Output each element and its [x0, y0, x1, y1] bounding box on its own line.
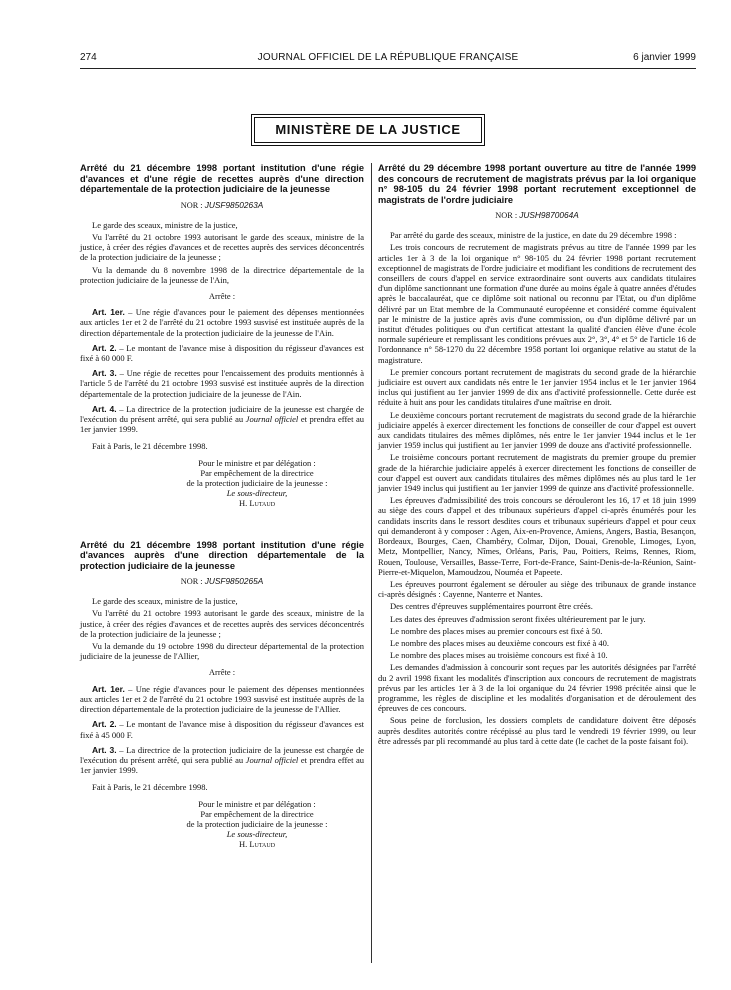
signature-line: de la protection judiciaire de la jeunesse : — [186, 477, 328, 488]
article-text: – Le montant de l'avance mise à disposition du régisseur d'avances est fixé à 60 000 F. — [80, 342, 364, 363]
nor-label: NOR : — [180, 577, 203, 587]
article-text: – Une régie d'avances pour le paiement des dépenses mentionnées aux articles 1er et 2 de l'arrêté du 21 octobre 1993 susvisé est instituée auprès de la direction départementale de la protection judiciaire de la jeunesse de l'Allier. — [80, 683, 365, 715]
header-rule — [80, 68, 696, 69]
signature-block — [150, 799, 364, 849]
visa: Vu la demande du 19 octobre 1998 du directeur départemental de la protection judiciaire de la jeunesse de l'Allier, — [80, 641, 364, 662]
signature-line: de la protection judiciaire de la jeunesse : — [186, 818, 328, 829]
paragraph: Le nombre des places mises au premier concours est fixé à 50. — [390, 625, 603, 636]
signature-line: Pour le ministre et par délégation : — [198, 457, 316, 468]
right-column — [378, 163, 696, 748]
decree-title: Arrêté du 21 décembre 1998 portant institution d'une régie d'avances et d'une régie de recettes auprès d'une direction départementale de la protection judiciaire de la jeunesse — [80, 163, 364, 194]
paragraph: Le deuxième concours portant recrutement de magistrats du second grade de la hiérarchie judiciaire appelés à exercer directement les fonctions de conseiller de cour d'appel est ouvert aux candidats titulaires des mêmes diplômes, nés entre le 1er janvier 1944 inclus et le 1er janvier 1959 inclus qui justifient au 1er janvier 1999 de douze ans d'activité professionnelle. — [378, 409, 696, 451]
nor-code: JUSH9870064A — [519, 210, 579, 220]
nor-line — [80, 200, 364, 211]
nor-code: JUSF9850263A — [204, 199, 264, 210]
paragraph: Sous peine de forclusion, les dossiers complets de candidature doivent être déposés auprès desdites autorités contre récépissé au plus tard le vendredi 19 février 1999, ou leur être adressés par pli recommandé au plus tard à cette date (le cachet de la poste faisant foi). — [378, 715, 696, 746]
nor-line — [80, 576, 364, 587]
signature-line: Pour le ministre et par délégation : — [198, 798, 316, 809]
decree-separator — [80, 508, 364, 540]
journal-name: Journal officiel — [245, 754, 299, 765]
signing-place-date: Fait à Paris, le 21 décembre 1998. — [92, 441, 208, 452]
issue-date: 6 janvier 1999 — [633, 52, 696, 63]
journal-name: Journal officiel — [245, 413, 299, 424]
decree-title: Arrêté du 21 décembre 1998 portant institution d'une régie d'avances auprès d'une direction départementale de la protection judiciaire de la jeunesse — [80, 539, 364, 571]
article-2 — [80, 719, 364, 739]
paragraph: Les trois concours de recrutement de magistrats prévus au titre de l'année 1999 par les articles 1er à 3 de la loi organique n° 98-105 du 24 février 1998 portant recrutement exceptionnel de magistrats de l'ordre judiciaire et modifiant les conditions de recrutement des conseillers de cours d'appel en service extraordinaire sont ouverts aux candidats titulaires d'un diplôme sanctionnant une formation d'une durée au moins égale à quatre années d'études après le baccalauréat, que ce diplôme soit national ou reconnu par l'Etat, ou d'un diplôme délivré par un Etat membre de la Communauté européenne et considéré comme équivalent par le ministre de la justice après avis d'une commission, ou d'un diplôme délivré par un institut d'études politiques ou d'un certificat attestant la qualité d'ancien élève d'une école normale supérieure et remplissant les conditions prévues aux 2°, 3°, 4° et 5° de l'article 16 de l'ordonnance n° 58-1270 du 22 décembre 1958 portant loi organique relative au statut de la magistrature. — [378, 242, 696, 365]
signature-line: Le sous-directeur, — [226, 828, 288, 839]
article-label: Art. 3. — [92, 368, 117, 379]
ministry-heading: MINISTÈRE DE LA JUSTICE — [254, 117, 482, 143]
article-3 — [80, 745, 364, 776]
signatory-name: H. Lutaud — [238, 497, 276, 508]
paragraph: Le nombre des places mises au deuxième concours est fixé à 40. — [390, 637, 610, 648]
nor-code: JUSF9850265A — [204, 576, 264, 587]
paragraph: Le troisième concours portant recrutement de magistrats du premier groupe du premier grade de la hiérarchie judiciaire appelés à exercer directement les fonctions de conseiller de cour d'appel est ouvert aux candidats titulaires des mêmes diplômes nés au plus tard le 1er janvier 1949 inclus qui justifient au 1er janvier 1999 de quinze ans d'activité professionnelle. — [378, 452, 696, 494]
signature-line: Le sous-directeur, — [226, 487, 288, 498]
article-text: et prendra effet au 1er janvier 1999. — [80, 413, 365, 435]
article-text: – La directrice de la protection judiciaire de la jeunesse est chargée de l'exécution du présent arrêté, qui sera publié au — [80, 744, 365, 765]
visa: Vu l'arrêté du 21 octobre 1993 autorisant le garde des sceaux, ministre de la justice, à créer des régies d'avances et de recettes auprès des services déconcentrés de la protection judiciaire de la jeunesse ; — [80, 608, 364, 639]
journal-title: JOURNAL OFFICIEL DE LA RÉPUBLIQUE FRANÇAISE — [257, 52, 519, 63]
article-4 — [80, 404, 364, 435]
article-label: Art. 1er. — [92, 307, 125, 318]
paragraph: Les dates des épreuves d'admission seront fixées ultérieurement par le jury. — [390, 613, 646, 624]
article-2 — [80, 343, 364, 363]
paragraph: Des centres d'épreuves supplémentaires pourront être créés. — [390, 601, 593, 612]
paragraph: Par arrêté du garde des sceaux, ministre de la justice, en date du 29 décembre 1998 : — [390, 230, 677, 241]
nor-label: NOR : — [180, 200, 203, 210]
paragraph: Les épreuves pourront également se dérouler au siège des tribunaux de grande instance ci-après désignés : Cayenne, Nanterre et Nantes. — [378, 578, 696, 600]
article-label: Art. 2. — [92, 342, 117, 353]
paragraph: Le nombre des places mises au troisième concours est fixé à 10. — [390, 650, 608, 661]
signature-line: Par empêchement de la directrice — [200, 467, 314, 478]
article-label: Art. 1er. — [92, 683, 125, 694]
paragraph: Les épreuves d'admissibilité des trois concours se dérouleront les 16, 17 et 18 juin 1999 au siège des cours d'appel et des tribunaux supérieurs d'appel ci-après énumérés pour les candidats inscrits dans le ressort desdites cours et tribunaux supérieurs d'appel et pour ceux qui demanderont à y composer : Agen, Aix-en-Provence, Amiens, Angers, Bastia, Besançon, Bordeaux, Bourges, Caen, Chambéry, Colmar, Dijon, Douai, Grenoble, Limoges, Lyon, Metz, Montpellier, Nancy, Nîmes, Orléans, Paris, Pau, Poitiers, Reims, Rennes, Riom, Rouen, Toulouse, Versailles, Basse-Terre, Fort-de-France, Saint-Denis-de-la-Réunion, Saint-Pierre-et-Miquelon, Mamoudzou, Nouméa et Papeete. — [378, 495, 696, 577]
article-text: – Une régie d'avances pour le paiement des dépenses mentionnées aux articles 1er et 2 de l'arrêté du 21 octobre 1993 susvisé est instituée auprès de la direction départementale de la protection judiciaire de la jeunesse de l'Ain. — [80, 307, 365, 338]
article-text: – La directrice de la protection judiciaire de la jeunesse est chargée de l'exécution du présent arrêté, qui sera publié au — [80, 403, 365, 424]
left-column — [80, 163, 364, 849]
article-text: et prendra effet au 1er janvier 1999. — [80, 754, 365, 776]
article-1 — [80, 684, 364, 715]
signature-block — [150, 458, 364, 508]
preamble: Le garde des sceaux, ministre de la justice, — [92, 596, 238, 607]
decree-allier — [80, 540, 364, 849]
arrete-label: Arrête : — [208, 667, 236, 678]
signature-line: Par empêchement de la directrice — [200, 808, 314, 819]
page-number: 274 — [80, 52, 97, 63]
decree-title: Arrêté du 29 décembre 1998 portant ouverture au titre de l'année 1999 des concours de recrutement de magistrats prévus par la loi organique n° 98-105 du 24 février 1998 portant recrutement exceptionnel de magistrats de l'ordre judiciaire — [378, 163, 696, 205]
article-text: – Une régie de recettes pour l'encaissement des produits mentionnés à l'article 5 de l'arrêté du 21 octobre 1993 susvisé est instituée auprès de la direction départementale de la protection judiciaire de la jeunesse de l'Ain. — [80, 368, 364, 399]
arrete-label: Arrête : — [208, 290, 236, 301]
nor-label: NOR : — [495, 211, 518, 220]
article-1 — [80, 307, 364, 338]
page-header — [80, 52, 696, 66]
paragraph: Le premier concours portant recrutement de magistrats du second grade de la hiérarchie judiciaire est ouvert aux candidats nés entre le 1er janvier 1954 inclus et le 1er janvier 1964 inclus qui justifient au 1er janvier 1999 de dix ans d'activité professionnelle. Cette durée est réduite à huit ans pour les candidats titulaires d'une maîtrise en droit. — [378, 366, 696, 408]
preamble: Le garde des sceaux, ministre de la justice, — [92, 219, 238, 230]
signing-place-date: Fait à Paris, le 21 décembre 1998. — [92, 782, 208, 793]
paragraph: Les demandes d'admission à concourir sont reçues par les autorités désignées par l'arrêté du 2 avril 1998 fixant les modalités d'inscription aux concours de recrutement de magistrats prévus par les articles 1er à 3 de la loi organique du 24 février 1998 précitée ainsi que le programme, les règles de discipline et les modalités d'organisation et de déroulement des épreuves de ces concours. — [378, 662, 696, 714]
column-divider — [371, 163, 372, 963]
nor-line — [378, 210, 696, 221]
signatory-name: H. Lutaud — [238, 838, 276, 849]
visa: Vu la demande du 8 novembre 1998 de la directrice départementale de la protection judiciaire de la jeunesse de l'Ain, — [80, 264, 364, 285]
visa: Vu l'arrêté du 21 octobre 1993 autorisant le garde des sceaux, ministre de la justice, à créer des régies d'avances et de recettes auprès des services déconcentrés de la protection judiciaire de la jeunesse ; — [80, 231, 364, 263]
article-3 — [80, 368, 364, 399]
article-text: – Le montant de l'avance mise à disposition du régisseur d'avances est fixé à 45 000 F. — [80, 719, 364, 740]
article-label: Art. 3. — [92, 744, 117, 755]
article-label: Art. 2. — [92, 719, 117, 730]
decree-ain — [80, 163, 364, 508]
article-label: Art. 4. — [92, 403, 117, 414]
